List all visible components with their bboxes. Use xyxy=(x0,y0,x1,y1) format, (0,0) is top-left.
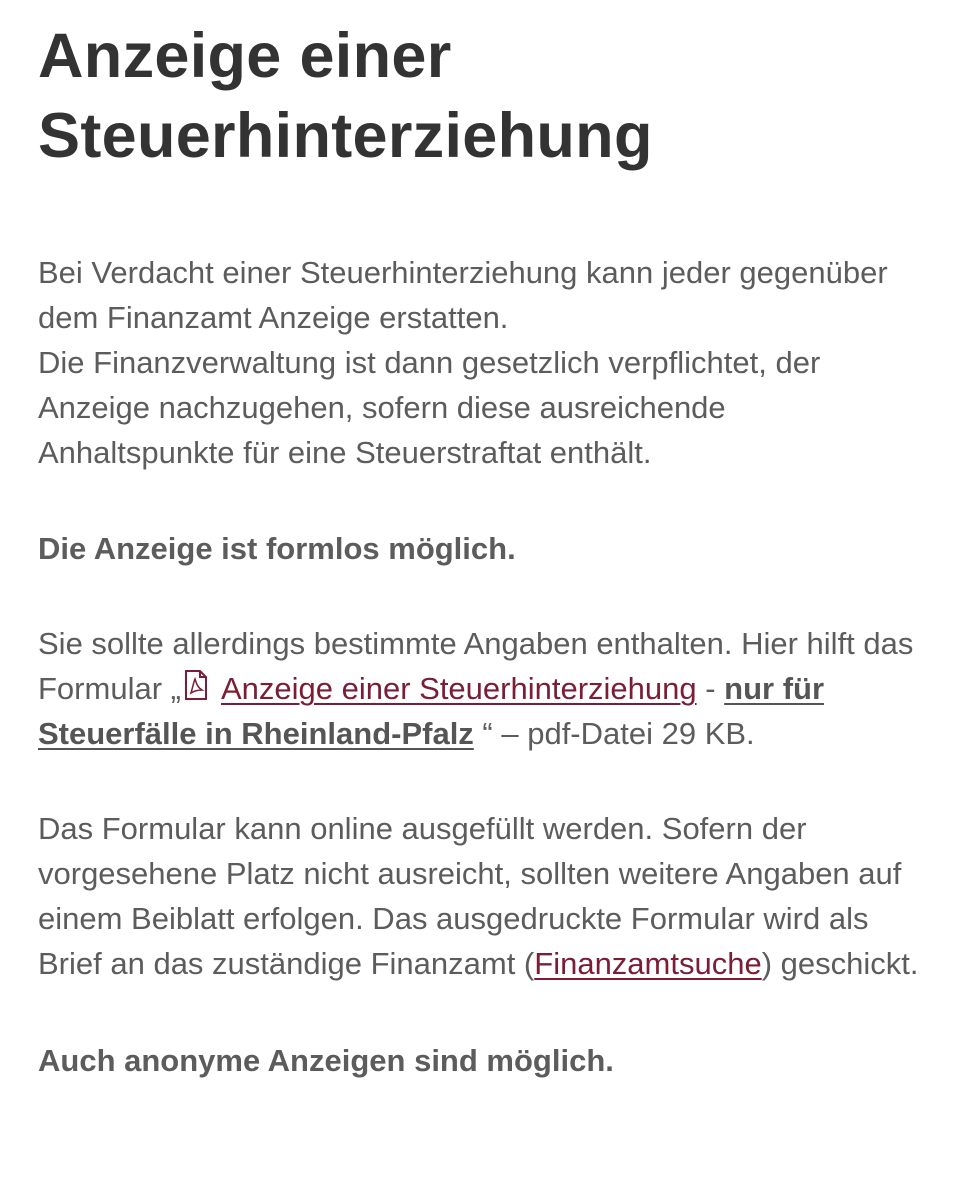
page-title: Anzeige einer Steuerhinterziehung xyxy=(38,21,653,171)
online-paragraph xyxy=(38,806,924,986)
intro-line-2: Die Finanzverwaltung ist dann gesetzlich verpflichtet, der Anzeige nachzugehen, sofern diese ausreichende Anhaltspunkte für eine Steuerstraftat enthält. xyxy=(38,345,821,470)
formless-note: Die Anzeige ist formlos möglich. xyxy=(38,531,516,566)
form-link-separator: - xyxy=(696,671,725,706)
form-pdf-link[interactable]: Anzeige einer Steuerhinterziehung xyxy=(220,671,697,706)
form-paragraph-prefix: Sie sollte allerdings bestimmte Angaben enthalten. Hier hilft das Formular „ xyxy=(38,626,914,706)
form-paragraph xyxy=(38,621,924,756)
online-paragraph-suffix: ) geschickt. xyxy=(761,946,919,981)
intro-paragraph xyxy=(38,250,924,475)
anonymous-note: Auch anonyme Anzeigen sind möglich. xyxy=(38,1043,614,1078)
intro-line-1: Bei Verdacht einer Steuerhinterziehung kann jeder gegenüber dem Finanzamt Anzeige erstatten. xyxy=(38,255,888,335)
pdf-file-icon xyxy=(183,669,209,701)
finanzamtsuche-link[interactable]: Finanzamtsuche xyxy=(534,946,762,981)
region-link[interactable]: nur für Steuerfälle in Rheinland-Pfalz xyxy=(38,671,825,751)
form-paragraph-suffix: “ – pdf-Datei 29 KB. xyxy=(473,716,755,751)
online-paragraph-text: Das Formular kann online ausgefüllt werden. Sofern der vorgesehene Platz nicht ausreicht, sollten weitere Angaben auf einem Beiblatt erfolgen. Das ausgedruckte Formular wird als Brief an das zuständige Finanzamt ( xyxy=(38,811,902,981)
